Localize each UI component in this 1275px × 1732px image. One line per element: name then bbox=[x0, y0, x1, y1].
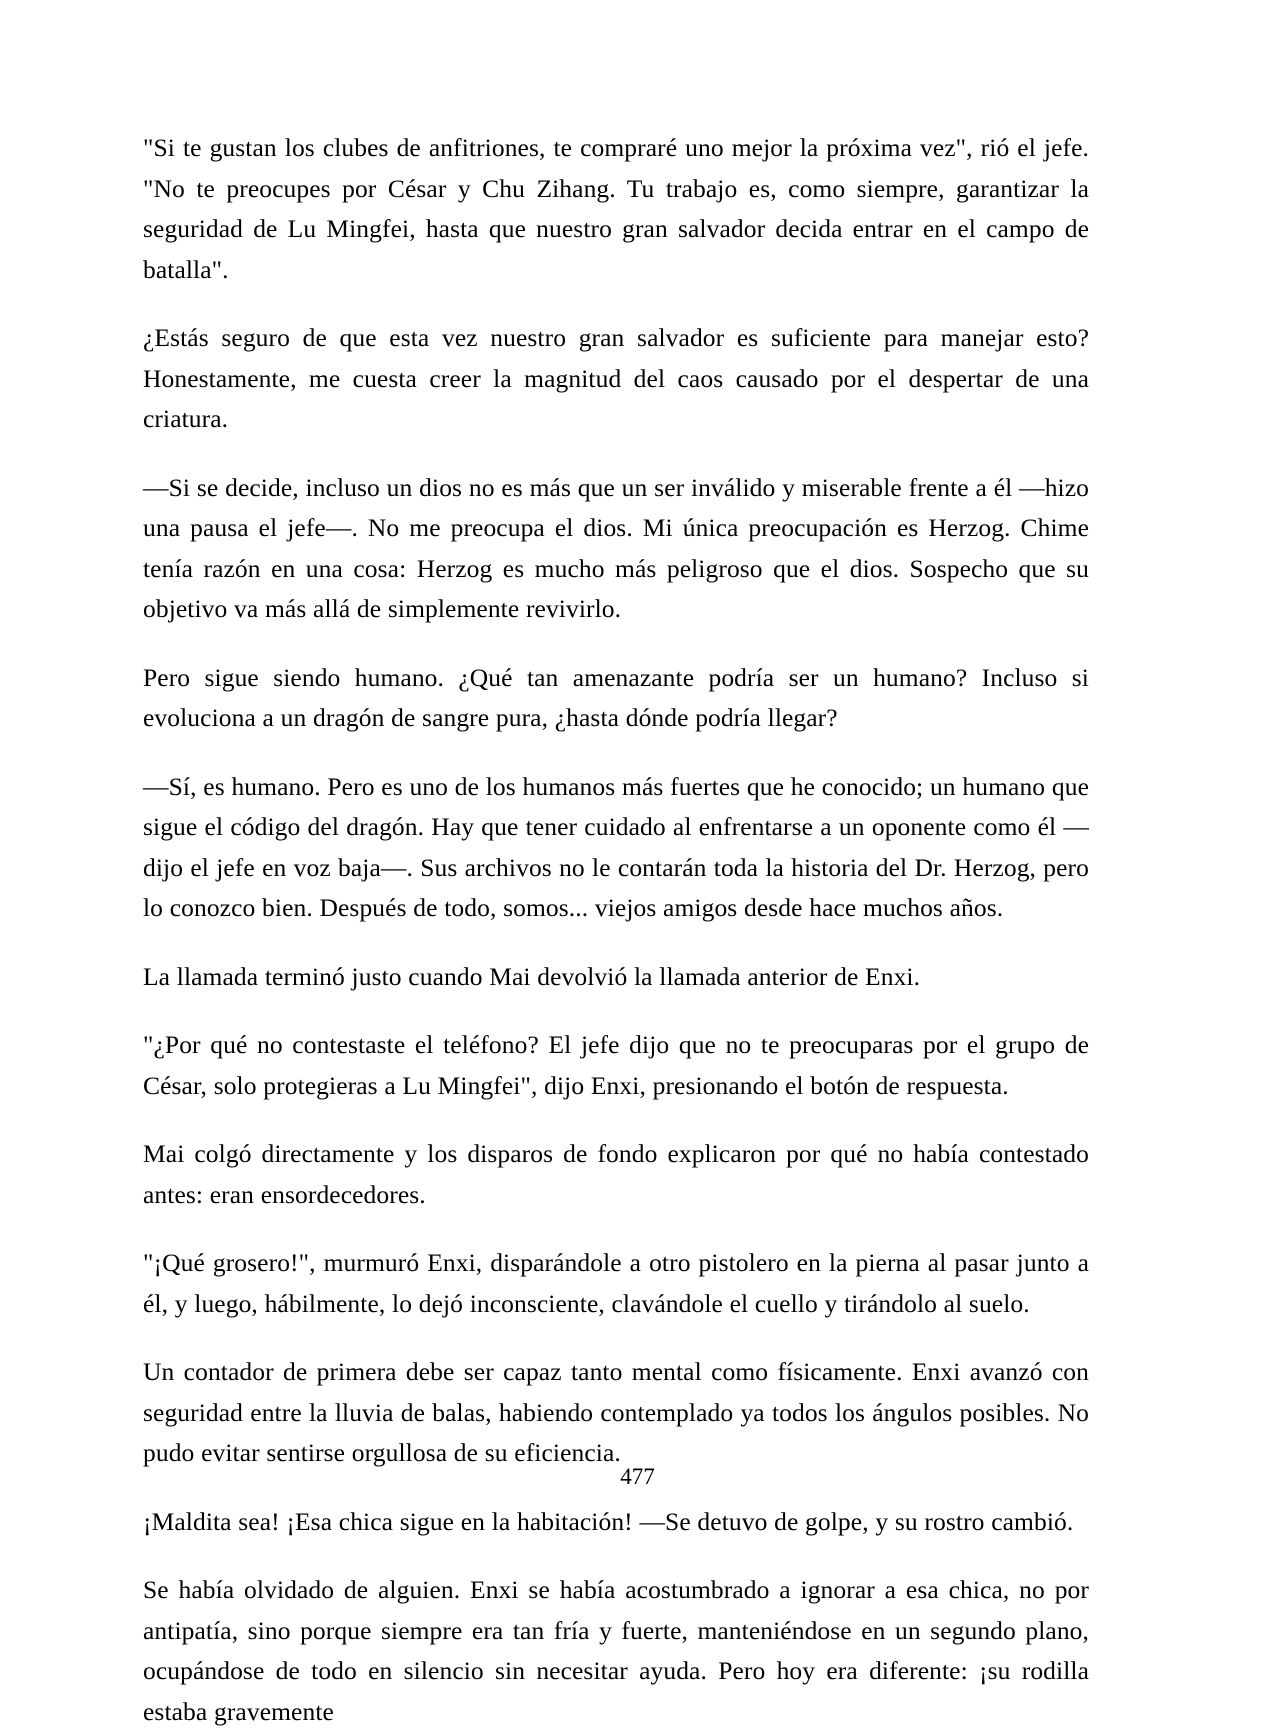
paragraph: ¿Estás seguro de que esta vez nuestro gran salvador es suficiente para manejar esto? Honestamente, me cuesta creer la magnitud del caos causado por el despertar de una criatura. bbox=[143, 323, 1089, 433]
paragraph: Un contador de primera debe ser capaz tanto mental como físicamente. Enxi avanzó con seguridad entre la lluvia de balas, habiendo contemplado ya todos los ángulos posibles. No pudo evitar sentirse orgullosa de su eficiencia. bbox=[143, 1357, 1089, 1467]
paragraph: —Sí, es humano. Pero es uno de los humanos más fuertes que he conocido; un humano que sigue el código del dragón. Hay que tener cuidado al enfrentarse a un oponente como él —dijo el jefe en voz baja—. Sus archivos no le contarán toda la historia del Dr. Herzog, pero lo conozco bien. Después de todo, somos... viejos amigos desde hace muchos años. bbox=[143, 771, 1089, 922]
paragraph: Pero sigue siendo humano. ¿Qué tan amenazante podría ser un humano? Incluso si evoluciona a un dragón de sangre pura, ¿hasta dónde podría llegar? bbox=[143, 662, 1089, 732]
paragraph: —Si se decide, incluso un dios no es más que un ser inválido y miserable frente a él —hizo una pausa el jefe—. No me preocupa el dios. Mi única preocupación es Herzog. Chime tenía razón en una cosa: Herzog es mucho más peligroso que el dios. Sospecho que su objetivo va más allá de simplemente revivirlo. bbox=[143, 472, 1089, 623]
page-number: 477 bbox=[620, 1464, 655, 1489]
paragraph: ¡Maldita sea! ¡Esa chica sigue en la habitación! —Se detuvo de golpe, y su rostro cambió. bbox=[143, 1506, 1074, 1536]
paragraph: Se había olvidado de alguien. Enxi se había acostumbrado a ignorar a esa chica, no por antipatía, sino porque siempre era tan fría y fuerte, manteniéndose en un segundo plano, ocupándose de todo en silencio sin necesitar ayuda. Pero hoy era diferente: ¡su rodilla estaba gravemente bbox=[143, 1575, 1089, 1726]
paragraph: "¿Por qué no contestaste el teléfono? El jefe dijo que no te preocuparas por el grupo de César, solo protegieras a Lu Mingfei", dijo Enxi, presionando el botón de respuesta. bbox=[143, 1030, 1089, 1100]
paragraph: "¡Qué grosero!", murmuró Enxi, disparándole a otro pistolero en la pierna al pasar junto a él, y luego, hábilmente, lo dejó inconsciente, clavándole el cuello y tirándolo al suelo. bbox=[143, 1248, 1089, 1318]
paragraph: Mai colgó directamente y los disparos de fondo explicaron por qué no había contestado antes: eran ensordecedores. bbox=[143, 1139, 1089, 1209]
paragraph: "Si te gustan los clubes de anfitriones, te compraré uno mejor la próxima vez", rió el jefe. "No te preocupes por César y Chu Zihang. Tu trabajo es, como siempre, garantizar la seguridad de Lu Mingfei, hasta que nuestro gran salvador decida entrar en el campo de batalla". bbox=[143, 133, 1089, 284]
paragraph: La llamada terminó justo cuando Mai devolvió la llamada anterior de Enxi. bbox=[143, 961, 921, 991]
